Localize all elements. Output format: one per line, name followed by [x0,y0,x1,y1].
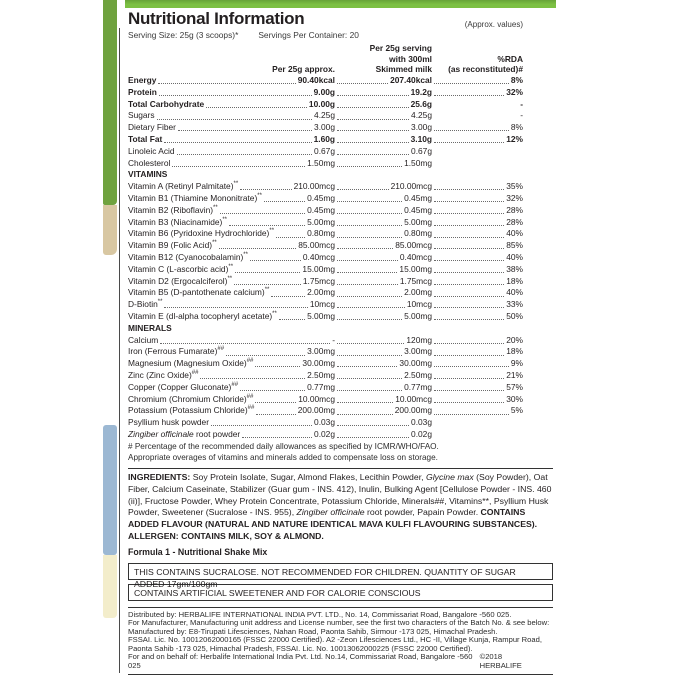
page-title: Nutritional Information [128,9,305,28]
table-row: Vitamin B9 (Folic Acid)** 85.00mcg 85.00mcg 85% [128,240,523,251]
table-row: Sugars 4.25g 4.25g - [128,110,523,121]
warning-box-artificial-sweetener: CONTAINS ARTIFICIAL SWEETENER AND FOR CALORIE CONSCIOUS [128,584,553,601]
table-row: D-Biotin** 10mcg 10mcg 33% [128,299,523,310]
nutrition-label [103,0,556,679]
table-row: Vitamin B3 (Niacinamide)** 5.00mg 5.00mg 28% [128,216,523,227]
serving-size: Serving Size: 25g (3 scoops)* [128,30,239,40]
distributor-line: Distributed by: HERBALIFE INTERNATIONAL INDIA PVT. LTD., No. 14, Commissariat Road, Bangalore -560 025. [128,609,512,619]
col-header-per-25g: Per 25g approx. [272,64,335,75]
table-row: Dietary Fiber 3.00g 3.00g 8% [128,122,523,133]
column-headers [128,41,553,75]
col-header-rda: %RDA (as reconstituted)# [448,53,523,75]
table-row: Vitamin B1 (Thiamine Mononitrate)** 0.45mg 0.45mg 32% [128,192,523,203]
package-edge-strip-green [103,0,117,205]
table-row: Vitamin D2 (Ergocalciferol)** 1.75mcg 1.75mcg 18% [128,275,523,286]
distributor-line: FSSAI. Lic. No. 10012062000165 (FSSC 22000 Certified). A2 -Zeon Lifesciences Ltd., HC -II, Village Kunja, Rampur Road, [128,635,542,645]
table-row: Potassium (Potassium Chloride)## 200.00mg 200.00mg 5% [128,405,523,416]
table-row: Vitamin B12 (Cyanocobalamin)** 0.40mcg 0.40mcg 40% [128,251,523,262]
package-edge-strip-blue [103,425,117,555]
table-row: Vitamin B2 (Riboflavin)** 0.45mg 0.45mg 28% [128,204,523,215]
distributor-line: For Manufacturer, Manufacturing unit address and License number, see the first two characters of the Batch No. & see below: [128,618,550,628]
label-content [128,10,553,678]
serving-row [128,29,553,41]
label-left-border [119,28,120,673]
table-row: Vitamin C (L-ascorbic acid)** 15.00mg 15.00mg 38% [128,263,523,274]
table-row: Total Fat 1.60g 3.10g 12% [128,133,523,144]
approx-values-note: (Approx. values) [464,20,523,29]
table-row: Chromium (Chromium Chloride)## 10.00mcg 10.00mcg 30% [128,393,523,404]
warning-box-sucralose: THIS CONTAINS SUCRALOSE. NOT RECOMMENDED FOR CHILDREN. QUANTITY OF SUGAR ADDED 17gm/100gm [128,563,553,580]
ingredients-paragraph: INGREDIENTS: Soy Protein Isolate, Sugar, Almond Flakes, Lecithin Powder, Glycine max (Soy Powder), Oat Fiber, Calcium Caseinate, Stabilizer (Guar gum - INS. 412), Inulin, Bulking Agent [Cellulose Powder - INS. 460 (ii)], Fructose Powder, Whey Protein Concentrate, Potassium Chloride, Minerals##, Vitamins**, Psyllium Husk Powder, Sweetener (Sucralose - INS. 955), Zingiber officinale root powder, Papain Powder. CONTAINS ADDED FLAVOUR (NATURAL AND NATURE IDENTICAL MAVA KULFI FLAVOURING SUBSTANCES). ALLERGEN: CONTAINS MILK, SOY & ALMOND. [128,472,552,541]
nutrition-table [128,75,553,441]
formula-line: Formula 1 - Nutritional Shake Mix [128,546,268,557]
table-row: Vitamin B6 (Pyridoxine Hydrochloride)** 0.80mg 0.80mg 40% [128,228,523,239]
servings-per-container: Servings Per Container: 20 [258,30,359,40]
table-row: Vitamin A (Retinyl Palmitate)** 210.00mcg 210.00mcg 35% [128,181,523,192]
distributor-line: Paonta Sahib -173 025, Himachal Pradesh, FSSAI. Lic. No. 10013062000225 (FSSC 22000 Certified). [128,643,473,653]
bottom-rule [128,674,553,675]
table-row: Cholesterol 1.50mg 1.50mg [128,157,432,168]
table-row: Zinc (Zinc Oxide)## 2.50mg 2.50mg 21% [128,369,523,380]
package-edge-strip-tan [103,205,117,255]
footnote: # Percentage of the recommended daily allowances as specified by ICMR/WHO/FAO. [128,441,439,451]
col-header-with-milk: Per 25g serving with 300ml Skimmed milk [369,43,432,75]
divider-above-ingredients [128,468,553,469]
table-row: Total Carbohydrate 10.00g 25.6g - [128,98,523,109]
section-heading: MINERALS [128,322,172,333]
divider-above-distributor [128,607,553,608]
table-row: Energy 90.40kcal 207.40kcal 8% [128,75,523,85]
table-row: Linoleic Acid 0.67g 0.67g [128,145,432,156]
package-edge-strip-yellow [103,555,117,618]
table-row: Vitamin E (dl-alpha tocopheryl acetate)** 5.00mg 5.00mg 50% [128,310,523,321]
table-row: Copper (Copper Gluconate)## 0.77mg 0.77mg 57% [128,381,523,392]
table-row: Iron (Ferrous Fumarate)## 3.00mg 3.00mg 18% [128,346,523,357]
title-row [128,10,553,29]
distributor-line: For and on behalf of: Herbalife International India Pvt. Ltd. No.14, Commissariat Road, Bangalore -560 025 ©2018 HERBALIFE [128,653,553,670]
top-green-bar [125,0,556,8]
section-heading: VITAMINS [128,169,168,180]
distributor-block [128,611,553,671]
table-row: Psyllium husk powder 0.03g 0.03g [128,417,432,428]
footnote: Appropriate overages of vitamins and minerals added to compensate loss on storage. [128,453,438,462]
distributor-line: Manufactured by: E8-Tirupati Lifesciences, Nahan Road, Paonta Sahib, Sirmour -173 025, Himachal Pradesh. [128,626,498,636]
copyright: ©2018 HERBALIFE [479,652,522,671]
footnotes [128,441,553,464]
table-row: Magnesium (Magnesium Oxide)## 30.00mg 30.00mg 9% [128,358,523,369]
table-row: Calcium - 120mg 20% [128,334,523,345]
table-row: Zingiber officinale root powder 0.02g 0.02g [128,428,432,439]
table-row: Protein 9.00g 19.2g 32% [128,86,523,97]
table-row: Vitamin B5 (D-pantothenate calcium)** 2.00mg 2.00mg 40% [128,287,523,298]
